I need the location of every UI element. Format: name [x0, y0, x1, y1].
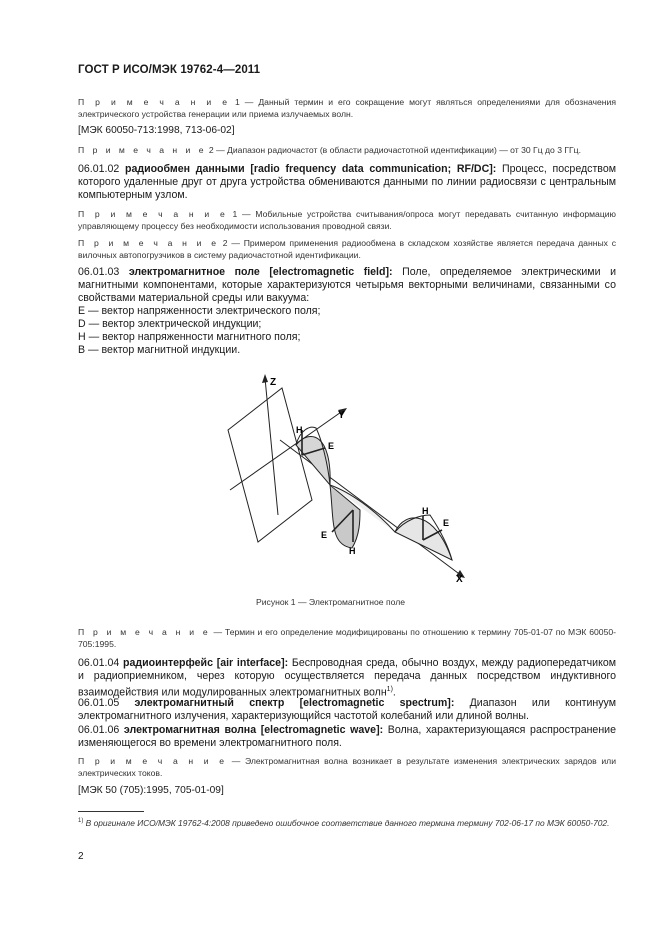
z-axis-arrow [262, 374, 268, 383]
note-text: 2 — Диапазон радиочастот (в области радиочастотной идентификации) — от 30 Гц до 3 ГГц. [206, 145, 581, 155]
note-6 [78, 755, 616, 779]
footnote [78, 816, 618, 829]
note-1 [78, 96, 616, 120]
e-label: E [321, 530, 328, 540]
footnote-divider [78, 811, 144, 812]
note-text: 1 — Данный термин и его сокращение могут являться определениями для обозначения электрического устройства генерации или приема излучаемых волн. [78, 97, 617, 119]
term-definition: Диапазон или континуум электромагнитного излучения, характеризующийся частотой колебаний или длиной волны. [78, 697, 616, 722]
term-definition: Беспроводная среда, обычно воздух, между радиопередатчиком и радиоприемником, через которую осуществляется передача данных посредством индуктивного взаимодействия или модулированных электромагнитных волн [78, 657, 617, 699]
term-title: радиообмен данными [radio frequency data communication; RF/DC]: [124, 163, 497, 175]
term-title: электромагнитная волна [electromagnetic wave]: [123, 724, 384, 736]
note-label: П р и м е ч а н и е [78, 145, 207, 155]
h-label: H [422, 506, 429, 516]
note-text: 1 — Мобильные устройства считывания/опроса могут передавать считанную информацию управляющему процессу без необходимости использования проводной связи. [78, 209, 616, 231]
e-label: E [328, 441, 335, 451]
z-axis [265, 378, 278, 515]
y-axis-label: Y [338, 410, 345, 421]
reference-1: [МЭК 60050-713:1998, 713-06-02] [78, 125, 235, 136]
term-number: 06.01.05 [78, 697, 120, 709]
h-label: H [296, 425, 303, 435]
figure-caption: Рисунок 1 — Электромагнитное поле [255, 597, 406, 607]
note-label: П р и м е ч а н и е [78, 209, 228, 219]
note-label: П р и м е ч а н и е [78, 627, 211, 637]
term-06-01-04 [78, 657, 616, 700]
z-axis-label: Z [270, 377, 277, 388]
note-3 [78, 208, 616, 232]
footnote-ref: 1) [386, 686, 393, 693]
note-label: П р и м е ч а н и е [78, 97, 230, 107]
term-number: 06.01.04 [78, 657, 120, 669]
electromagnetic-field-figure [210, 370, 480, 590]
note-text: 2 — Примером применения радиообмена в складском хозяйстве является передача данных с вилочных автопогрузчиков в систему радиочастотной идентификации. [78, 238, 616, 260]
vector-list-item: H — вектор напряженности магнитного поля; [78, 331, 301, 343]
term-end: . [392, 686, 396, 699]
note-2 [78, 144, 616, 156]
note-label: П р и м е ч а н и е [78, 238, 220, 248]
term-number: 06.01.02 [78, 163, 120, 175]
vector-list-item: E — вектор напряженности электрического поля; [78, 305, 321, 317]
footnote-text: В оригинале ИСО/МЭК 19762-4:2008 приведено ошибочное соответствие данного термина термину 702-06-17 по МЭК 60050-702. [83, 817, 610, 828]
term-title: радиоинтерфейс [air interface]: [123, 657, 289, 669]
page-number: 2 [78, 851, 84, 862]
note-5 [78, 626, 616, 650]
term-06-01-02 [78, 163, 616, 202]
term-definition: Волна, характеризующаяся распространение изменяющегося во времени электромагнитного поля. [78, 724, 616, 749]
term-06-01-06 [78, 724, 616, 750]
note-label: П р и м е ч а н и е [78, 756, 228, 766]
note-text: — Электромагнитная волна возникает в результате изменения электрических зарядов или электрических токов. [78, 756, 616, 778]
note-4 [78, 237, 616, 261]
x-axis-label: X [456, 574, 463, 585]
term-definition: Поле, определяемое электрическими и магнитными компонентами, которые характеризуются четырьмя векторными величинами, связанными со свойствами материальной среды или вакуума: [78, 266, 616, 304]
note-text: — Термин и его определение модифицированы по отношению к термину 705-01-07 по МЭК 60050-705:1995. [78, 627, 616, 649]
term-number: 06.01.03 [78, 266, 120, 278]
document-header: ГОСТ Р ИСО/МЭК 19762-4—2011 [78, 64, 261, 76]
polarization-plane [228, 388, 312, 542]
term-title: электромагнитный спектр [electromagnetic spectrum]: [134, 697, 455, 709]
vector-list-item: B — вектор магнитной индукции. [78, 344, 241, 356]
term-definition: Процесс, посредством которого удаленные друг от друга устройства обмениваются данными по линии радиосвязи с центральным компьютерным узлом. [78, 163, 616, 201]
reference-2: [МЭК 50 (705):1995, 705-01-09] [78, 785, 224, 796]
e-label: E [443, 518, 450, 528]
term-number: 06.01.06 [78, 724, 120, 736]
h-label: H [349, 546, 356, 556]
term-06-01-03 [78, 266, 616, 357]
footnote-marker: 1) [78, 818, 84, 824]
x-axis [280, 440, 462, 576]
vector-list-item: D — вектор электрической индукции; [78, 318, 262, 330]
term-06-01-05 [78, 697, 616, 723]
term-title: электромагнитное поле [electromagnetic field]: [128, 266, 393, 278]
